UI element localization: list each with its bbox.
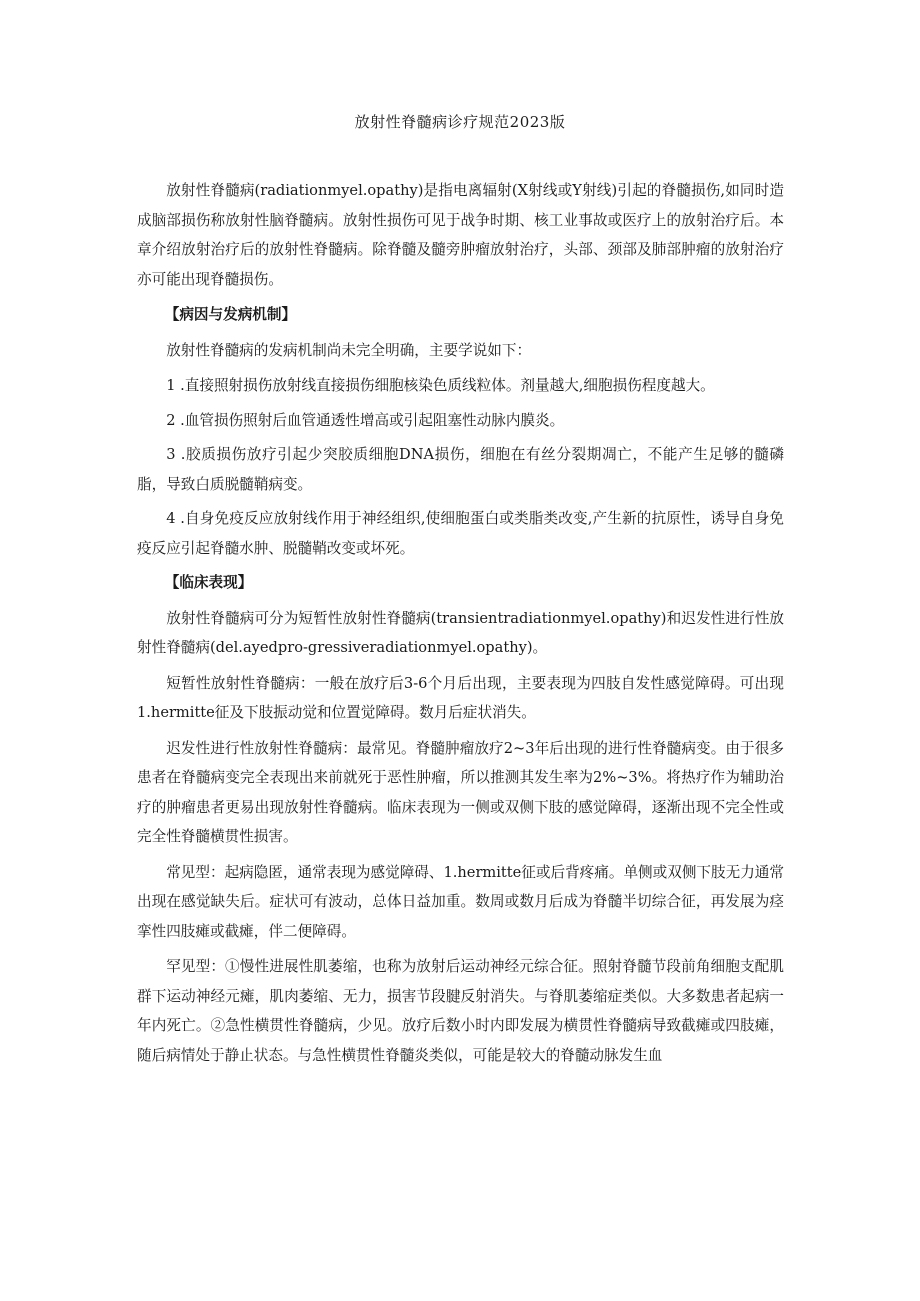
clinical-paragraph-3: 迟发性进行性放射性脊髓病：最常见。脊髓肿瘤放疗2~3年后出现的进行性脊髓病变。由于很多患者在脊髓病变完全表现出来前就死于恶性肿瘤，所以推测其发生率为2%~3%。将热疗作为辅助治疗的肿瘤患者更易出现放射性脊髓病。临床表现为一侧或双侧下肢的感觉障碍，逐渐出现不完全性或完全性脊髓横贯性损害。: [137, 739, 784, 845]
etiology-item-3: 3 .胶质损伤放疗引起少突胶质细胞DNA损伤，细胞在有丝分裂期凋亡，不能产生足够的髓磷脂，导致白质脱髓鞘病变。: [137, 446, 784, 493]
section-heading-etiology: 【病因与发病机制】: [164, 306, 297, 323]
document-title: 放射性脊髓病诊疗规范2023版: [354, 113, 566, 131]
clinical-paragraph-4: 常见型：起病隐匿，通常表现为感觉障碍、1.hermitte征或后背疼痛。单侧或双侧下肢无力通常出现在感觉缺失后。症状可有波动，总体日益加重。数周或数月后成为脊髓半切综合征，再发展为痉挛性四肢瘫或截瘫，伴二便障碍。: [137, 863, 784, 940]
etiology-item-4: 4 .自身免疫反应放射线作用于神经组织,使细胞蛋白或类脂类改变,产生新的抗原性，诱导自身免疫反应引起脊髓水肿、脱髓鞘改变或坏死。: [137, 510, 784, 557]
etiology-lead: 放射性脊髓病的发病机制尚未完全明确，主要学说如下：: [166, 341, 532, 359]
document-body: [137, 176, 784, 1076]
clinical-paragraph-2: 短暂性放射性脊髓病：一般在放疗后3-6个月后出现，主要表现为四肢自发性感觉障碍。可出现1.hermitte征及下肢振动觉和位置觉障碍。数月后症状消失。: [137, 674, 784, 721]
clinical-paragraph-5: 罕见型：①慢性进展性肌萎缩，也称为放射后运动神经元综合征。照射脊髓节段前角细胞支配肌群下运动神经元瘫，肌肉萎缩、无力，损害节段腱反射消失。与脊肌萎缩症类似。大多数患者起病一年内死亡。②急性横贯性脊髓病，少见。放疗后数小时内即发展为横贯性脊髓病导致截瘫或四肢瘫，随后病情处于静止状态。与急性横贯性脊髓炎类似，可能是较大的脊髓动脉发生血: [137, 958, 784, 1064]
clinical-paragraph-1: 放射性脊髓病可分为短暂性放射性脊髓病(transientradiationmyel.opathy)和迟发性进行性放射性脊髓病(del.ayedpro-gressiveradiationmyel.opathy)。: [137, 609, 784, 656]
section-heading-clinical: 【临床表现】: [164, 574, 253, 591]
intro-paragraph: 放射性脊髓病(radiationmyel.opathy)是指电离辐射(X射线或Y射线)引起的脊髓损伤,如同时造成脑部损伤称放射性脑脊髓病。放射性损伤可见于战争时期、核工业事故或医疗上的放射治疗后。本章介绍放射治疗后的放射性脊髓病。除脊髓及髓旁肿瘤放射治疗，头部、颈部及肺部肿瘤的放射治疗亦可能出现脊髓损伤。: [137, 182, 784, 288]
etiology-item-2: 2 .血管损伤照射后血管通透性增高或引起阻塞性动脉内膜炎。: [166, 411, 565, 429]
etiology-item-1: 1 .直接照射损伤放射线直接损伤细胞核染色质线粒体。剂量越大,细胞损伤程度越大。: [166, 377, 715, 394]
